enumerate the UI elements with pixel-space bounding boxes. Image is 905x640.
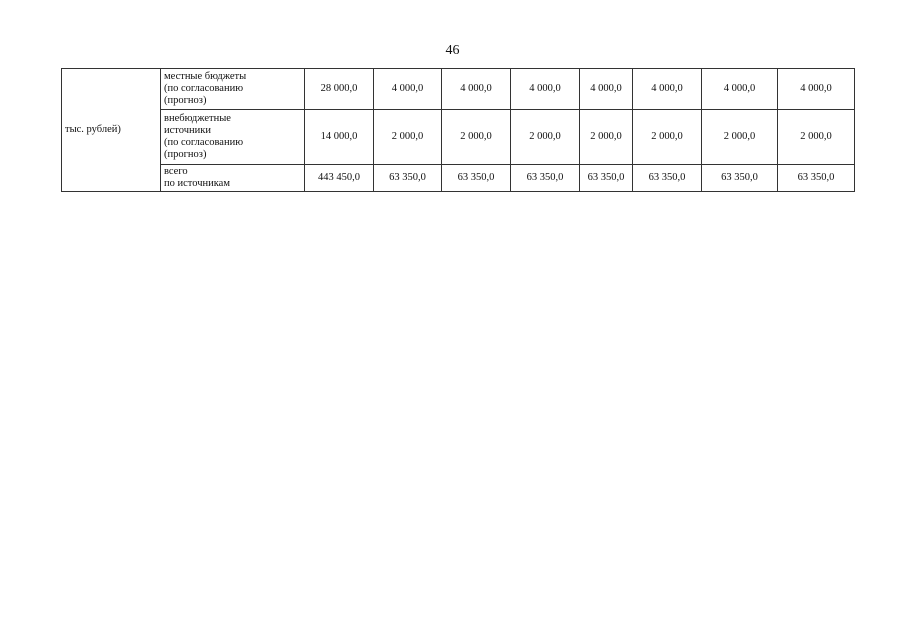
value-cell: 2 000,0 (633, 110, 702, 165)
value-cell: 2 000,0 (511, 110, 580, 165)
value-cell: 4 000,0 (778, 69, 855, 110)
page-number: 46 (445, 43, 460, 58)
value-cell: 2 000,0 (374, 110, 442, 165)
value-cell: 63 350,0 (702, 165, 778, 192)
label-line: внебюджетные (164, 113, 231, 124)
value-cell: 2 000,0 (442, 110, 511, 165)
label-line: местные бюджеты (164, 71, 247, 82)
label-line: источники (164, 125, 211, 136)
row-label-off-budget-sources (161, 110, 305, 165)
funding-table (61, 68, 855, 192)
value-cell: 4 000,0 (442, 69, 511, 110)
value-cell: 4 000,0 (374, 69, 442, 110)
row-label-local-budgets (161, 69, 305, 110)
row-label-total (161, 165, 305, 192)
value-cell: 4 000,0 (580, 69, 633, 110)
value-cell: 63 350,0 (511, 165, 580, 192)
value-cell: 63 350,0 (374, 165, 442, 192)
value-cell: 63 350,0 (778, 165, 855, 192)
label-line: по источникам (164, 178, 230, 189)
value-cell: 443 450,0 (305, 165, 374, 192)
label-line: (по согласованию (164, 83, 244, 94)
value-cell: 4 000,0 (633, 69, 702, 110)
unit-label: тыс. рублей) (65, 124, 121, 135)
label-line: (прогноз) (164, 149, 207, 160)
value-cell: 63 350,0 (580, 165, 633, 192)
label-line: всего (164, 166, 188, 177)
value-cell: 28 000,0 (305, 69, 374, 110)
table-row (62, 165, 855, 192)
value-cell: 2 000,0 (580, 110, 633, 165)
value-cell: 2 000,0 (702, 110, 778, 165)
value-cell: 4 000,0 (511, 69, 580, 110)
table-row (62, 69, 855, 110)
unit-cell (62, 69, 161, 192)
value-cell: 63 350,0 (442, 165, 511, 192)
table-row (62, 110, 855, 165)
value-cell: 4 000,0 (702, 69, 778, 110)
value-cell: 2 000,0 (778, 110, 855, 165)
value-cell: 14 000,0 (305, 110, 374, 165)
label-line: (прогноз) (164, 95, 207, 106)
value-cell: 63 350,0 (633, 165, 702, 192)
label-line: (по согласованию (164, 137, 244, 148)
